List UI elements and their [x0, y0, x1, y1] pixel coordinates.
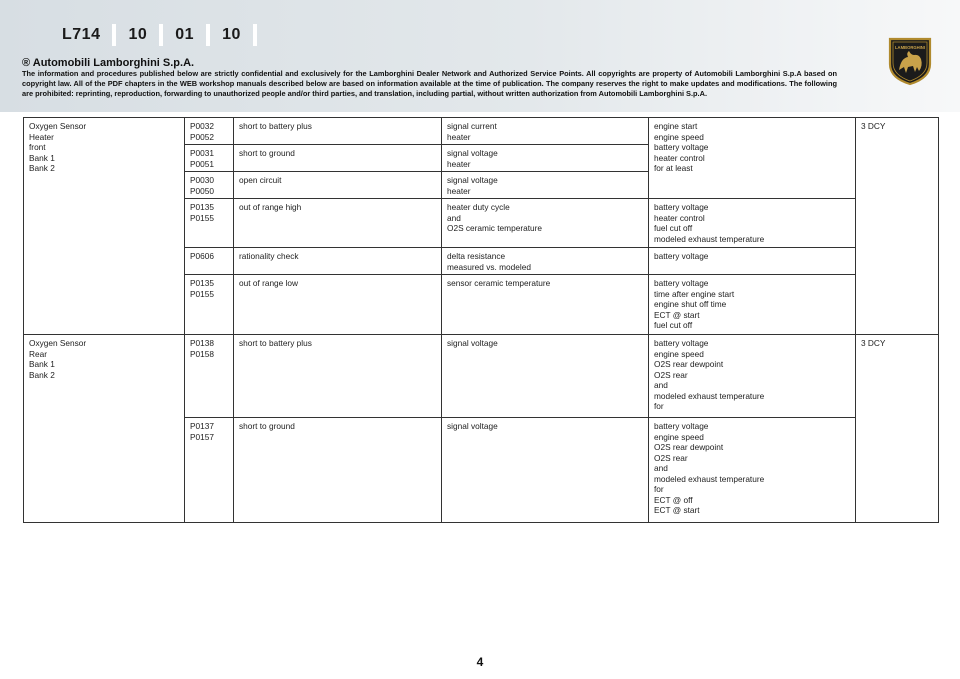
error-type-cell: rationality check	[234, 248, 442, 275]
monitor-strategy-cell: signal voltage heater	[442, 172, 649, 199]
enable-conditions-cell: battery voltage engine speed O2S rear dewpoint O2S rear and modeled exhaust temperature for ECT @ off ECT @ start	[649, 418, 856, 523]
enable-conditions-cell: battery voltage	[649, 248, 856, 275]
fault-code-cell: P0135 P0155	[185, 275, 234, 335]
table-row	[24, 118, 939, 145]
monitor-strategy-cell: delta resistance measured vs. modeled	[442, 248, 649, 275]
monitor-strategy-cell: signal voltage	[442, 418, 649, 523]
error-type-cell: short to battery plus	[234, 335, 442, 418]
fault-code-cell: P0032 P0052	[185, 118, 234, 145]
page-number: 4	[476, 655, 484, 669]
error-type-cell: short to ground	[234, 418, 442, 523]
error-type-cell: open circuit	[234, 172, 442, 199]
monitor-strategy-cell: signal current heater	[442, 118, 649, 145]
fault-code-cell: P0135 P0155	[185, 199, 234, 248]
enable-conditions-cell: engine start engine speed battery voltage heater control for at least	[649, 118, 856, 199]
monitor-strategy-cell: sensor ceramic temperature	[442, 275, 649, 335]
copyright-disclaimer: The information and procedures published below are strictly confidential and exclusively for the Lamborghini Dealer Network and Authorized Service Points. All copyrights are property of Automobili Lamborghini S.p.A based on copyright law. All of the PDF chapters in the WEB workshop manuals described below are based on information available at the time of publication. The company reserves the right to make updates and modifications. The following are prohibited: reprinting, reproduction, forwarding to unauthorized people and/or third parties, and translation, including partial, without written authorization from Automobili Lamborghini S.p.A.	[22, 69, 837, 98]
dtc-table	[23, 117, 939, 523]
error-type-cell: short to ground	[234, 145, 442, 172]
error-type-cell: short to battery plus	[234, 118, 442, 145]
enable-conditions-cell: battery voltage engine speed O2S rear dewpoint O2S rear and modeled exhaust temperature for	[649, 335, 856, 418]
bull-shield-icon	[886, 36, 934, 86]
fault-code-cell: P0138 P0158	[185, 335, 234, 418]
error-type-cell: out of range high	[234, 199, 442, 248]
enable-conditions-cell: battery voltage time after engine start engine shut off time ECT @ start fuel cut off	[649, 275, 856, 335]
brand-title: ® Automobili Lamborghini S.p.A.	[22, 57, 195, 69]
component-cell: Oxygen Sensor Rear Bank 1 Bank 2	[24, 335, 185, 523]
svg-text:LAMBORGHINI: LAMBORGHINI	[894, 45, 926, 50]
subchapter-code: 10	[210, 24, 257, 46]
section-code: 10	[116, 24, 163, 46]
fault-code-cell: P0606	[185, 248, 234, 275]
fault-code-cell: P0031 P0051	[185, 145, 234, 172]
model-code: L714	[48, 24, 116, 46]
fault-code-cell: P0137 P0157	[185, 418, 234, 523]
monitor-strategy-cell: signal voltage	[442, 335, 649, 418]
monitor-strategy-cell: signal voltage heater	[442, 145, 649, 172]
enable-conditions-cell: battery voltage heater control fuel cut off modeled exhaust temperature	[649, 199, 856, 248]
error-type-cell: out of range low	[234, 275, 442, 335]
monitor-strategy-cell: heater duty cycle and O2S ceramic temperature	[442, 199, 649, 248]
component-cell: Oxygen Sensor Heater front Bank 1 Bank 2	[24, 118, 185, 335]
table-row	[24, 335, 939, 418]
lamborghini-logo	[886, 36, 934, 86]
mil-illumination-cell: 3 DCY	[856, 335, 939, 523]
document-code-tabs	[48, 24, 257, 46]
chapter-code: 01	[163, 24, 210, 46]
fault-code-cell: P0030 P0050	[185, 172, 234, 199]
mil-illumination-cell: 3 DCY	[856, 118, 939, 335]
